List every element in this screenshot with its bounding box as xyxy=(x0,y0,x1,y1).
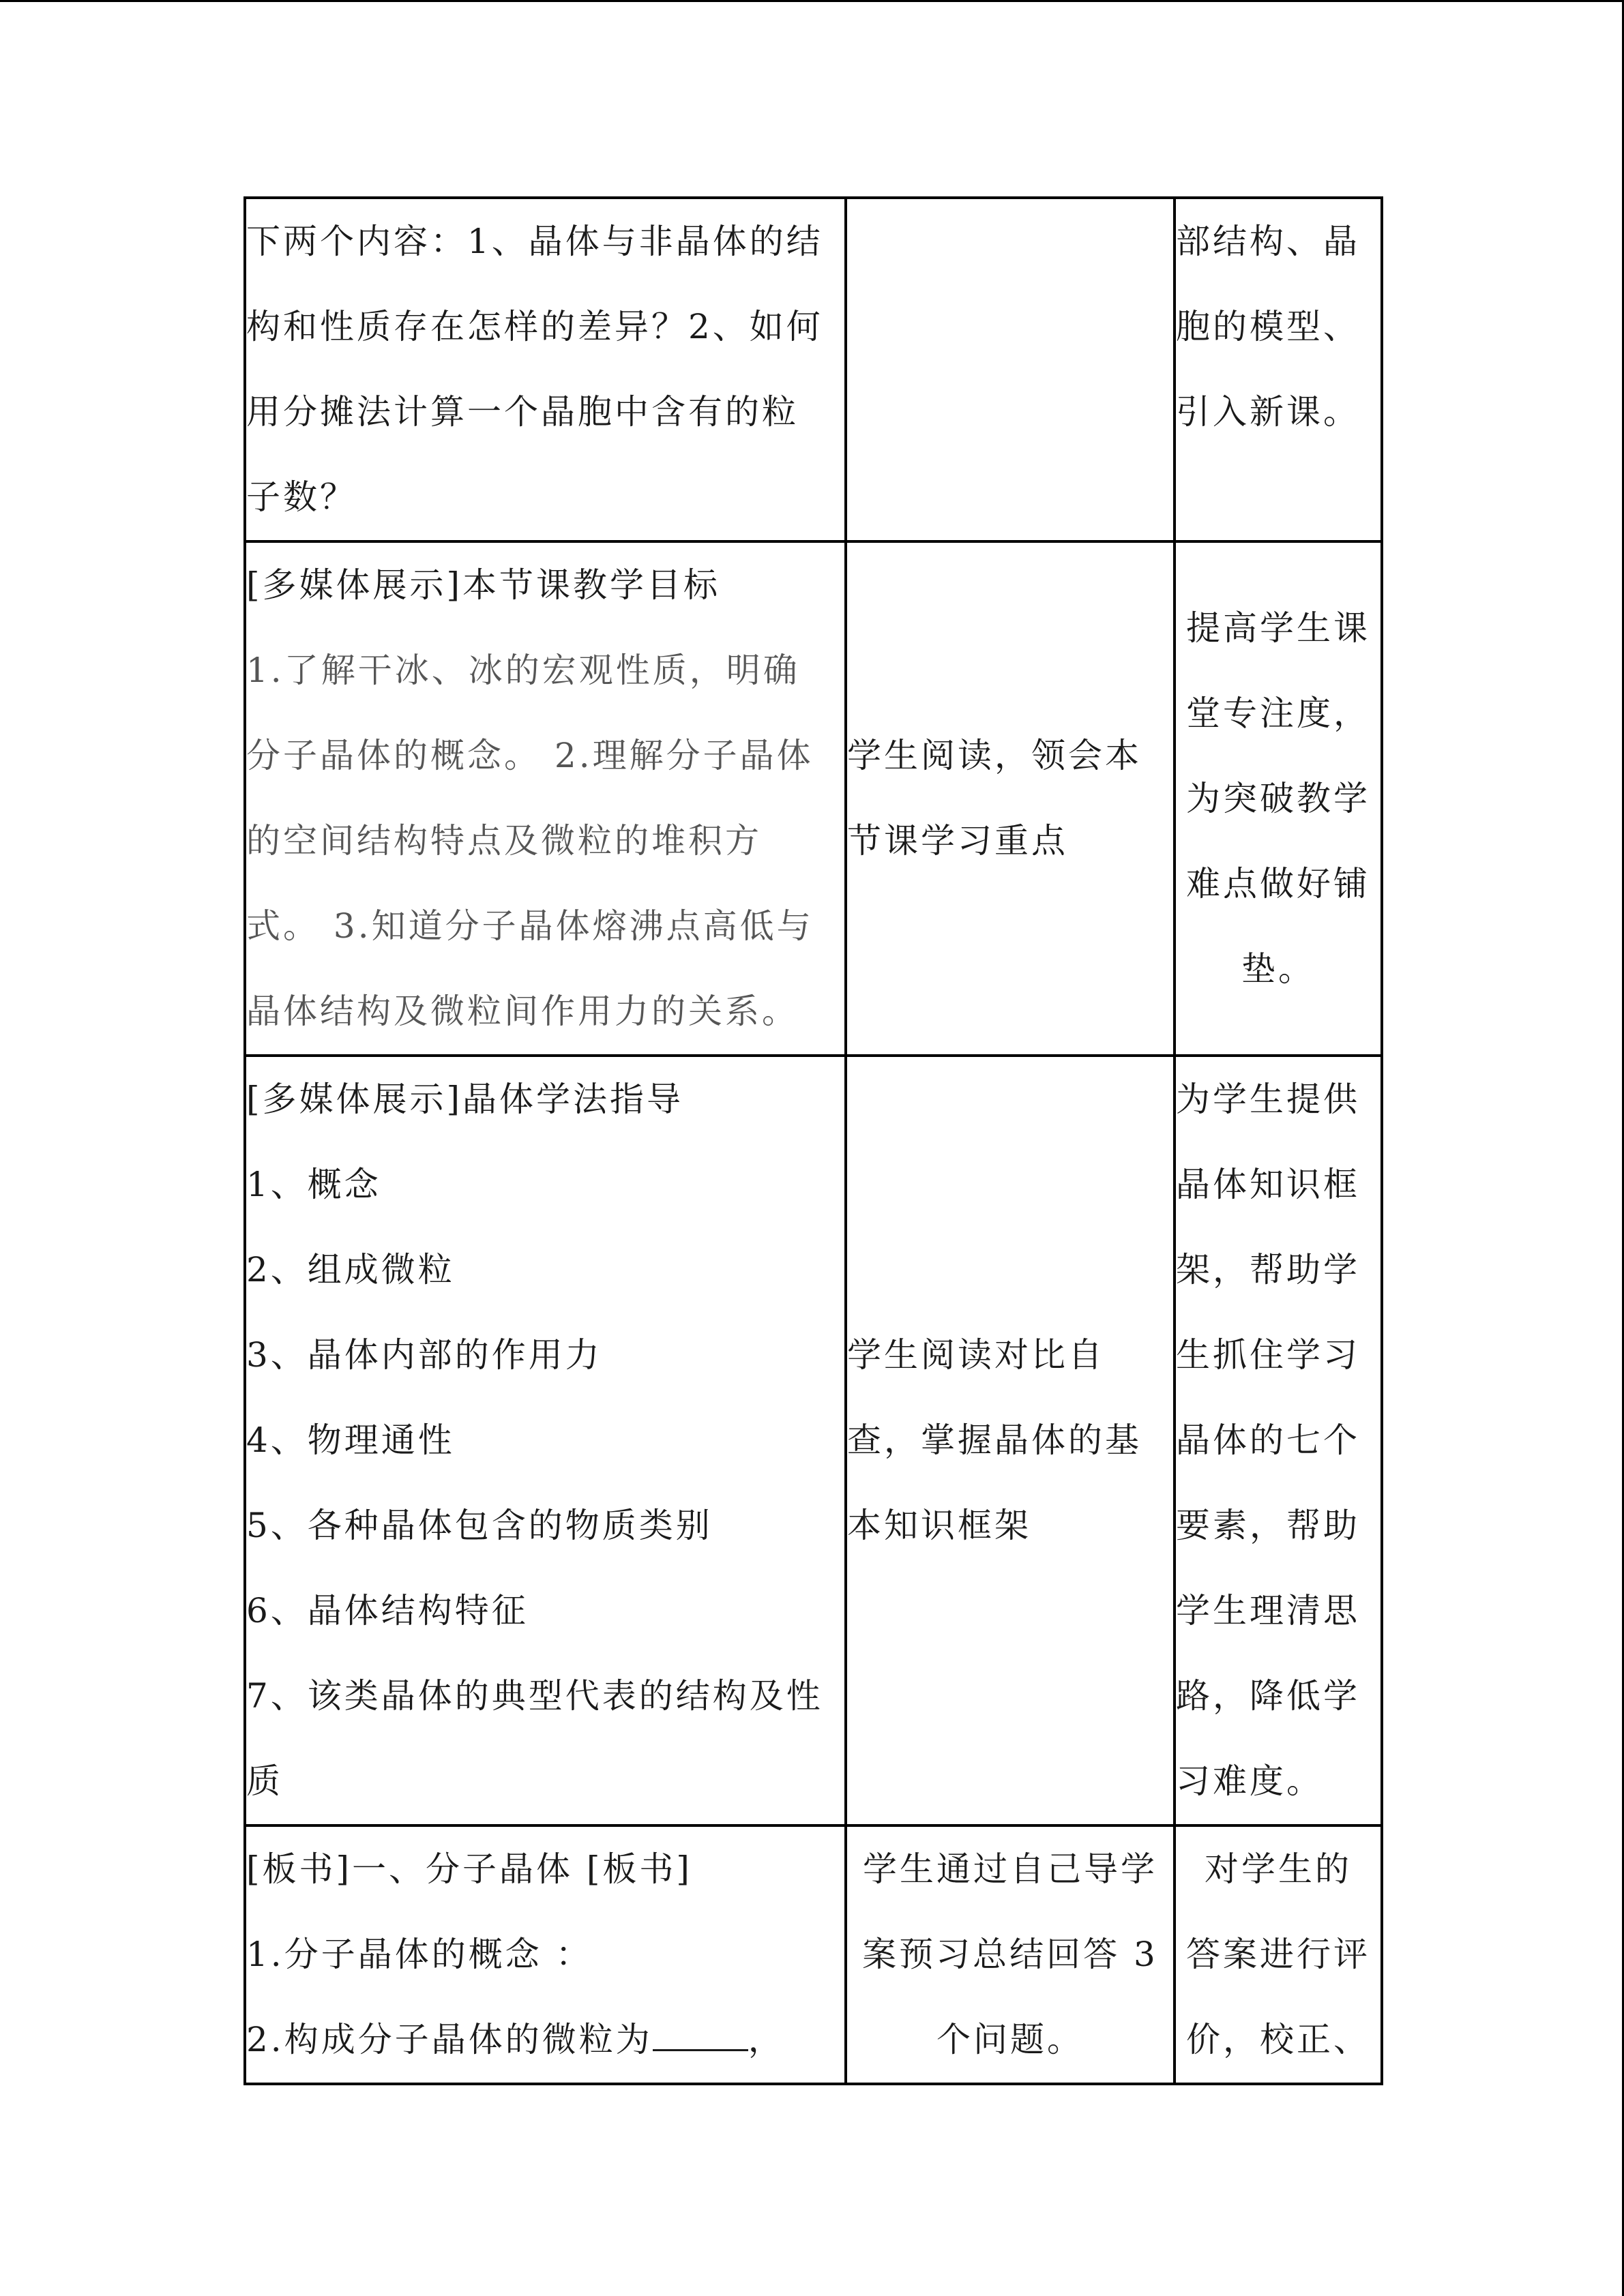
list-item: 4、物理通性 xyxy=(246,1420,455,1460)
text-line: 晶体知识框 xyxy=(1176,1165,1360,1204)
table-row xyxy=(245,1056,1382,1825)
section-heading: [多媒体展示]晶体学法指导 xyxy=(246,1079,684,1119)
student-activity-cell xyxy=(846,198,1175,541)
list-item: 7、该类晶体的典型代表的结构及性 xyxy=(246,1676,823,1716)
list-item: 3、晶体内部的作用力 xyxy=(246,1335,602,1375)
table-row xyxy=(245,541,1382,1056)
text-line: 为学生提供 xyxy=(1176,1079,1360,1119)
student-activity-cell xyxy=(846,1825,1175,2084)
fill-in-line xyxy=(246,1997,844,2083)
table-row xyxy=(245,1825,1382,2084)
text-line: 胞的模型、 xyxy=(1176,307,1360,346)
student-activity-cell xyxy=(846,541,1175,1056)
text-line: 生抓住学习 xyxy=(1176,1335,1360,1375)
student-activity-cell xyxy=(846,1056,1175,1825)
list-item: 5、各种晶体包含的物质类别 xyxy=(246,1506,713,1545)
list-item: 6、晶体结构特征 xyxy=(246,1591,529,1630)
text-line: 用分摊法计算一个晶胞中含有的粒 xyxy=(246,392,799,432)
text-line: 对学生的 xyxy=(1205,1849,1352,1889)
fill-in-suffix: ， xyxy=(748,2020,785,2059)
list-item: 1、概念 xyxy=(246,1165,381,1204)
section-heading: [板书]一、分子晶体 [板书] xyxy=(246,1849,692,1889)
text-line: 学生理清思 xyxy=(1176,1591,1360,1630)
text-line: 的空间结构特点及微粒的堆积方 xyxy=(246,821,762,861)
text-line: 提高学生课 xyxy=(1186,608,1370,648)
text-line: 学生阅读，领会本 xyxy=(847,736,1142,775)
text-line: 习难度。 xyxy=(1176,1761,1323,1801)
text-line: 晶体的七个 xyxy=(1176,1420,1360,1460)
text-line: 晶体结构及微粒间作用力的关系。 xyxy=(246,992,799,1031)
design-intent-cell xyxy=(1175,1825,1382,2084)
fill-in-prefix: 2.构成分子晶体的微粒为 xyxy=(246,2020,653,2059)
text-line: 学生通过自己导学 xyxy=(863,1849,1157,1889)
text-line: 要素，帮助 xyxy=(1176,1506,1360,1545)
text-line: 1.了解干冰、冰的宏观性质，明确 xyxy=(246,651,800,690)
table-row xyxy=(245,198,1382,541)
list-item: 质 xyxy=(246,1761,283,1801)
text-line: 路，降低学 xyxy=(1176,1676,1360,1716)
text-line: 个问题。 xyxy=(936,2020,1084,2059)
text-line: 节课学习重点 xyxy=(847,821,1068,861)
text-line: 部结构、晶 xyxy=(1176,222,1360,261)
section-heading: [多媒体展示]本节课教学目标 xyxy=(246,565,721,605)
list-item: 2、组成微粒 xyxy=(246,1250,455,1289)
text-line: 分子晶体的概念。 2.理解分子晶体 xyxy=(246,736,814,775)
teacher-activity-cell xyxy=(245,541,846,1056)
text-line: 式。 3.知道分子晶体熔沸点高低与 xyxy=(246,906,814,946)
text-line: 引入新课。 xyxy=(1176,392,1360,432)
text-line: 1.分子晶体的概念 ： xyxy=(246,1935,593,1974)
teacher-activity-cell xyxy=(245,1825,846,2084)
lesson-plan-table xyxy=(243,196,1383,2085)
answer-blank xyxy=(653,2022,748,2051)
teacher-activity-cell xyxy=(245,198,846,541)
text-line: 价，校正、 xyxy=(1186,2020,1370,2059)
design-intent-cell xyxy=(1175,541,1382,1056)
text-line: 垫。 xyxy=(1241,949,1315,989)
text-line: 学生阅读对比自 xyxy=(847,1335,1105,1375)
design-intent-cell xyxy=(1175,1056,1382,1825)
text-line: 堂专注度， xyxy=(1186,693,1370,733)
text-line: 本知识框架 xyxy=(847,1506,1031,1545)
text-line: 子数？ xyxy=(246,477,357,517)
teacher-activity-cell xyxy=(245,1056,846,1825)
text-line: 下两个内容：1、晶体与非晶体的结 xyxy=(246,222,823,261)
design-intent-cell xyxy=(1175,198,1382,541)
page-top-border xyxy=(0,0,1624,2)
text-line: 为突破教学 xyxy=(1186,778,1370,818)
text-line: 查，掌握晶体的基 xyxy=(847,1420,1142,1460)
text-line: 构和性质存在怎样的差异？2、如何 xyxy=(246,307,823,346)
text-line: 架，帮助学 xyxy=(1176,1250,1360,1289)
text-line: 答案进行评 xyxy=(1186,1935,1370,1974)
text-line: 案预习总结回答 3 xyxy=(862,1935,1158,1974)
text-line: 难点做好铺 xyxy=(1186,863,1370,904)
